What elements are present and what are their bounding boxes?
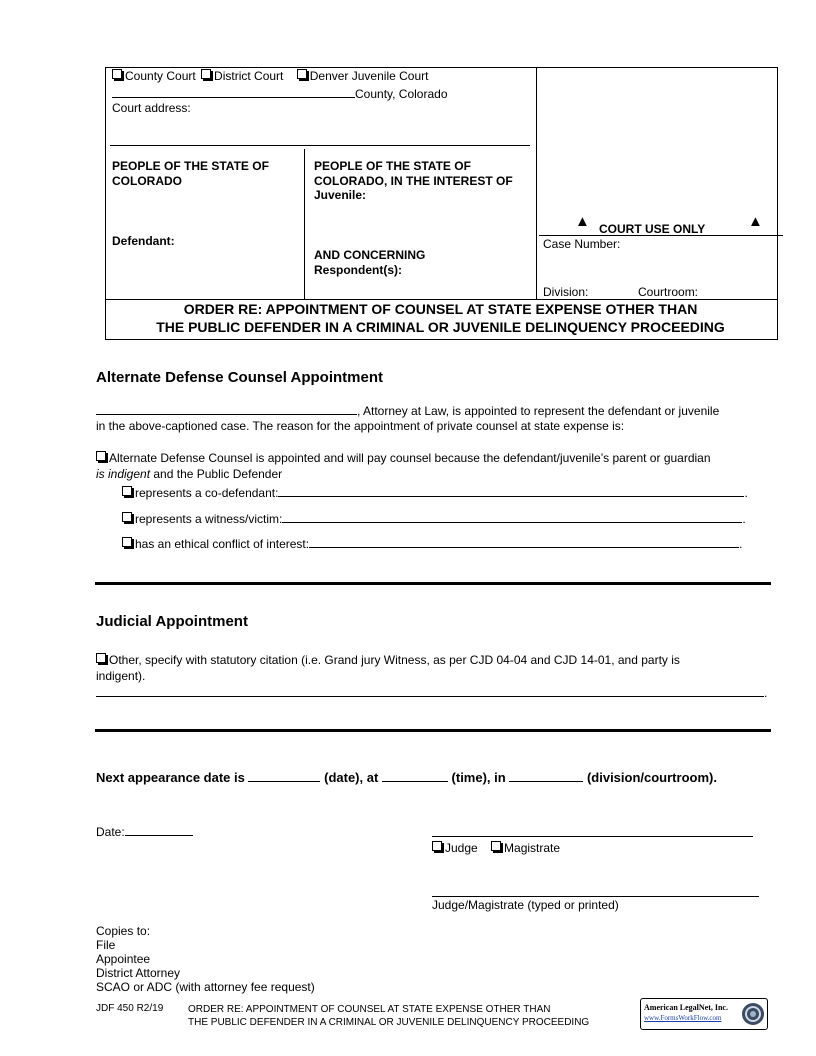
party-left: PEOPLE OF THE STATE OF COLORADO: [112, 159, 269, 188]
co-defendant-option: represents a co-defendant: .: [122, 485, 748, 500]
witness-option: represents a witness/victim: .: [122, 511, 746, 526]
defendant-label: Defendant:: [112, 234, 175, 248]
district-court-checkbox[interactable]: [201, 69, 211, 79]
judicial-other-option: [96, 653, 680, 667]
logo-globe-icon: [741, 1002, 765, 1026]
court-address-rule: [110, 145, 530, 146]
witness-field[interactable]: [282, 511, 742, 523]
date-label: (date), at: [324, 770, 379, 785]
logo-company: American LegalNet, Inc.: [644, 1003, 728, 1012]
section-divider-2: [95, 729, 771, 732]
appearance-time-field[interactable]: [382, 769, 448, 782]
date-signed-field[interactable]: [125, 824, 193, 836]
county-suffix: County, Colorado: [355, 87, 448, 101]
judicial-other-text: Other, specify with statutory citation (i.e. Grand jury Witness, as per CJD 04-04 and CJD 14-01, and party is: [109, 653, 680, 667]
copy-file: File: [96, 938, 116, 952]
denver-juvenile-court-label: Denver Juvenile Court: [309, 69, 429, 83]
next-appearance-lead: Next appearance date is: [96, 770, 245, 785]
county-court-label: County Court: [125, 69, 196, 83]
footer-title: [188, 1003, 589, 1029]
time-label: (time), in: [451, 770, 506, 785]
attorney-name-field[interactable]: [96, 403, 357, 415]
denver-juvenile-court-checkbox[interactable]: [297, 69, 307, 79]
county-court-checkbox[interactable]: [112, 69, 122, 79]
triangle-left-icon: ▲: [575, 213, 590, 230]
courtroom-label: Courtroom:: [638, 285, 699, 299]
date-signed: [96, 824, 193, 839]
next-appearance: [96, 769, 717, 785]
court-address-field[interactable]: [112, 117, 528, 143]
judge-label: Judge: [445, 841, 478, 855]
adc-option-line2: [96, 467, 282, 481]
appearance-division-field[interactable]: [509, 769, 583, 782]
copies-block: [96, 924, 315, 994]
copies-label: Copies to:: [96, 924, 151, 938]
judicial-other-line2: indigent).: [96, 669, 146, 683]
attorney-line: [96, 403, 719, 418]
copy-district-attorney: District Attorney: [96, 966, 181, 980]
judicial-specify-line: .: [96, 685, 767, 700]
american-legalnet-logo: [640, 998, 768, 1030]
county-name-field[interactable]: [112, 86, 355, 98]
magistrate-label: Magistrate: [504, 841, 561, 855]
court-use-only: COURT USE ONLY: [599, 222, 706, 236]
triangle-right-icon: ▲: [748, 213, 763, 230]
adc-option: [96, 451, 711, 465]
juvenile-label: Juvenile:: [314, 188, 367, 202]
court-options: [112, 69, 428, 83]
party-divider: [304, 149, 305, 299]
party-right: PEOPLE OF THE STATE OF COLORADO, IN THE INTEREST OF: [314, 159, 513, 188]
court-use-rule: [539, 235, 783, 236]
case-number-label: Case Number:: [543, 237, 621, 251]
court-address-label: Court address:: [112, 101, 191, 115]
date-signed-label: Date:: [96, 825, 125, 839]
conflict-field[interactable]: [309, 536, 739, 548]
public-defender-text: and the Public Defender: [150, 467, 283, 481]
county-line: [112, 86, 448, 101]
conflict-option: has an ethical conflict of interest: .: [122, 536, 742, 551]
district-court-label: District Court: [214, 69, 284, 83]
judge-magistrate-options: [432, 841, 560, 855]
copy-scao-adc: SCAO or ADC (with attorney fee request): [96, 980, 315, 994]
footer-title-line1: ORDER RE: APPOINTMENT OF COUNSEL AT STATE EXPENSE OTHER THAN: [188, 1004, 551, 1015]
conflict-label: has an ethical conflict of interest:: [135, 537, 310, 551]
judge-signature-field[interactable]: [432, 822, 753, 837]
adc-option-text: Alternate Defense Counsel is appointed and will pay counsel because the defendant/juvenile’s parent or guardian: [109, 451, 711, 465]
indigent-text: is indigent: [96, 467, 151, 481]
adc-option-checkbox[interactable]: [96, 451, 106, 461]
footer-title-line2: THE PUBLIC DEFENDER IN A CRIMINAL OR JUVENILE DELINQUENCY PROCEEDING: [188, 1017, 590, 1028]
judge-name-label: Judge/Magistrate (typed or printed): [432, 898, 619, 912]
judge-name-field[interactable]: [432, 882, 759, 897]
judicial-other-checkbox[interactable]: [96, 653, 106, 663]
judge-checkbox[interactable]: [432, 841, 442, 851]
conflict-checkbox[interactable]: [122, 537, 132, 547]
division-courtroom-label: (division/courtroom).: [586, 770, 717, 785]
magistrate-checkbox[interactable]: [491, 841, 501, 851]
logo-url: www.FormsWorkFlow.com: [644, 1014, 722, 1022]
caption-column-divider: [536, 67, 537, 299]
order-title-line2: THE PUBLIC DEFENDER IN A CRIMINAL OR JUVENILE DELINQUENCY PROCEEDING: [156, 319, 725, 335]
witness-label: represents a witness/victim:: [135, 512, 283, 526]
respondents-label: Respondent(s):: [314, 263, 402, 277]
judicial-heading: Judicial Appointment: [96, 613, 248, 630]
order-title-line1: ORDER RE: APPOINTMENT OF COUNSEL AT STATE EXPENSE OTHER THAN: [183, 301, 698, 317]
alternate-heading: Alternate Defense Counsel Appointment: [96, 369, 383, 386]
copy-appointee: Appointee: [96, 952, 151, 966]
section-divider-1: [95, 582, 771, 585]
appearance-date-field[interactable]: [248, 769, 320, 782]
witness-checkbox[interactable]: [122, 512, 132, 522]
attorney-line-text: , Attorney at Law, is appointed to represent the defendant or juvenile: [357, 404, 720, 418]
form-id: JDF 450 R2/19: [96, 1003, 164, 1014]
case-number-field[interactable]: [630, 238, 770, 252]
title-rule: [105, 299, 777, 300]
co-defendant-field[interactable]: [278, 485, 744, 497]
and-concerning: AND CONCERNING: [314, 248, 426, 262]
reason-intro: in the above-captioned case. The reason for the appointment of private counsel at state expense is:: [96, 419, 625, 433]
co-defendant-checkbox[interactable]: [122, 486, 132, 496]
judicial-specify-field[interactable]: [96, 685, 764, 697]
co-defendant-label: represents a co-defendant:: [135, 486, 279, 500]
division-label: Division:: [543, 285, 589, 299]
